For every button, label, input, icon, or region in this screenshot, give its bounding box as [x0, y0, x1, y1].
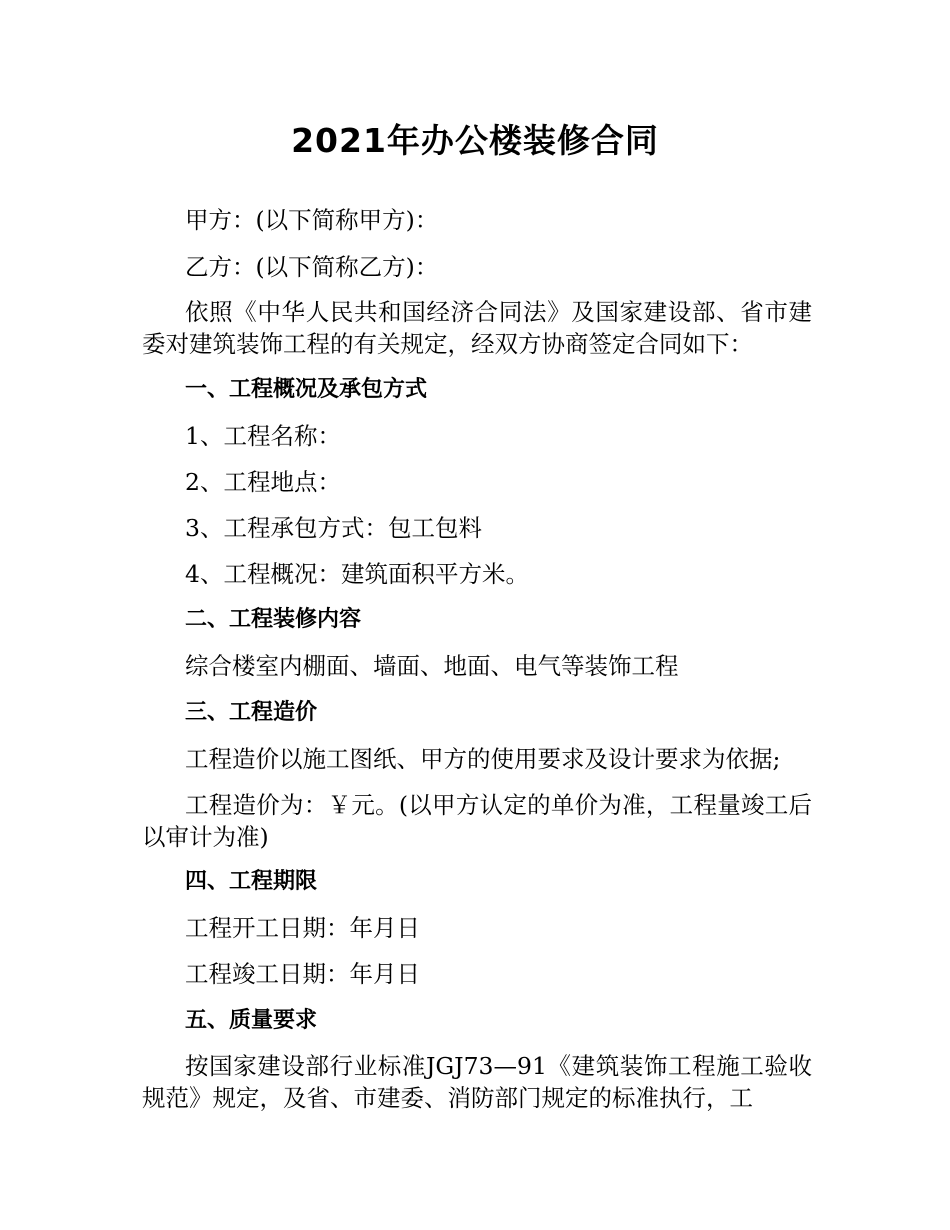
party-a-line: 甲方：(以下简称甲方)：	[185, 206, 439, 234]
section-2-body: 综合楼室内棚面、墙面、地面、电气等装饰工程	[185, 652, 679, 680]
section-1-item-3: 3、工程承包方式：包工包料	[185, 514, 482, 542]
intro-paragraph: 依照《中华人民共和国经济合同法》及国家建设部、省市建委对建筑装饰工程的有关规定，经双方协商签定合同如下：	[142, 298, 812, 358]
section-3-body-2: 工程造价为：￥元。(以甲方认定的单价为准，工程量竣工后以审计为准)	[142, 791, 812, 851]
section-3-body-1: 工程造价以施工图纸、甲方的使用要求及设计要求为依据;	[185, 745, 781, 773]
section-1-item-2: 2、工程地点：	[185, 468, 341, 496]
section-3-heading: 三、工程造价	[185, 700, 318, 725]
section-4-heading: 四、工程期限	[185, 869, 318, 894]
page-title: 2021年办公楼装修合同	[291, 121, 659, 160]
section-1-heading: 一、工程概况及承包方式	[185, 377, 428, 402]
section-5-heading: 五、质量要求	[185, 1008, 318, 1033]
section-2-heading: 二、工程装修内容	[185, 607, 362, 632]
section-5-body: 按国家建设部行业标准JGJ73—91《建筑装饰工程施工验收规范》规定，及省、市建委、消防部门规定的标准执行，工	[142, 1052, 812, 1112]
section-4-end-date: 工程竣工日期：年月日	[185, 960, 420, 988]
section-1-item-4: 4、工程概况：建筑面积平方米。	[185, 560, 529, 588]
party-b-line: 乙方：(以下简称乙方)：	[185, 253, 439, 281]
section-1-item-1: 1、工程名称：	[185, 422, 341, 450]
section-4-start-date: 工程开工日期：年月日	[185, 914, 420, 942]
